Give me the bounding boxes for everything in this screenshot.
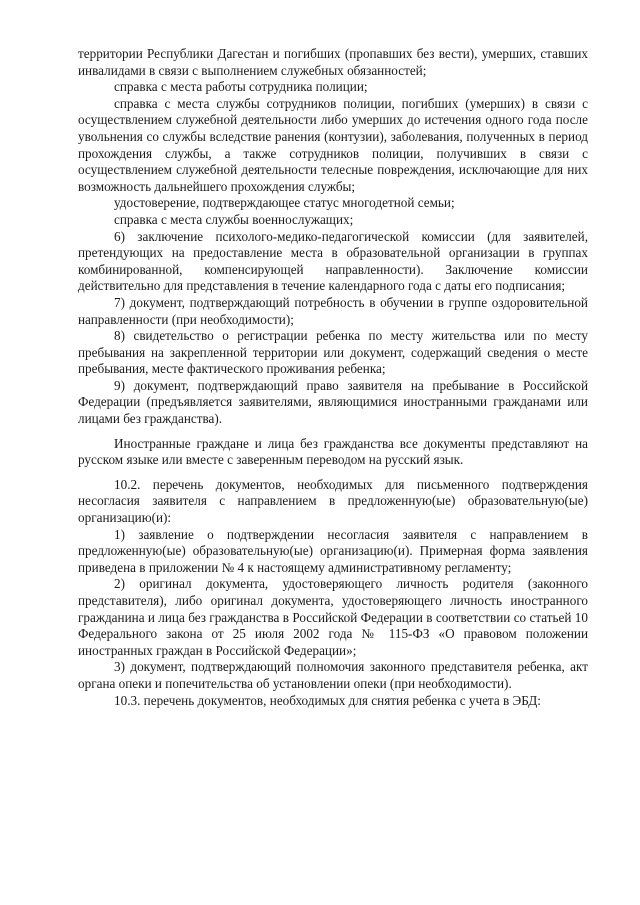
paragraph-item-7: 7) документ, подтверждающий потребность в обучении в группе оздоровительной направленности (при необходимости); <box>78 294 588 327</box>
paragraph-police-service-certificate: справка с места службы сотрудников полиции, погибших (умерших) в связи с осуществлением служебной деятельности либо умерших до истечения одного года после увольнения со службы вследствие ранения (контузии), заболевания, полученных в период прохождения службы, а также сотрудников полиции, получивших в связи с осуществлением служебной деятельности телесные повреждения, исключающие для них возможность дальнейшего прохождения службы; <box>78 95 588 194</box>
paragraph-military-certificate: справка с места службы военнослужащих; <box>114 211 354 227</box>
paragraph-section-10-3: 10.3. перечень документов, необходимых для снятия ребенка с учета в ЭБД: <box>114 692 541 708</box>
paragraph-10-2-item-2: 2) оригинал документа, удостоверяющего личность родителя (законного представителя), либо оригинал документа, удостоверяющего личность иностранного гражданина и лица без гражданства в Российской Федерации в соответствии со статьей 10 Федерального закона от 25 июля 2002 года № 115-ФЗ «О правовом положении иностранных граждан в Российской Федерации»; <box>78 576 588 658</box>
paragraph-continuation: территории Республики Дагестан и погибших (пропавших без вести), умерших, ставших инвалидами в связи с выполнением служебных обязанностей; <box>78 46 588 78</box>
paragraph-10-2-item-3: 3) документ, подтверждающий полномочия законного представителя ребенка, акт органа опеки и попечительства об установлении опеки (при необходимости). <box>78 659 588 691</box>
paragraph-police-work-certificate: справка с места работы сотрудника полиции; <box>114 79 368 95</box>
paragraph-large-family-certificate: удостоверение, подтверждающее статус многодетной семьи; <box>114 195 455 211</box>
paragraph-section-10-2: 10.2. перечень документов, необходимых для письменного подтверждения несогласия заявителя с направлением в предложенную(ые) образовательную(ые) организацию(и): <box>78 476 588 526</box>
paragraph-item-9: 9) документ, подтверждающий право заявителя на пребывание в Российской Федерации (предъявляется заявителями, являющимися иностранными гражданами или лицами без гражданства). <box>78 377 588 427</box>
paragraph-item-8: 8) свидетельство о регистрации ребенка по месту жительства или по месту пребывания на закрепленной территории или документ, содержащий сведения о месте пребывания, месте фактического проживания ребенка; <box>78 328 588 377</box>
paragraph-item-6: 6) заключение психолого-медико-педагогической комиссии (для заявителей, претендующих на предоставление места в образовательной организации в группах комбинированной, компенсирующей направленности). Заключение комиссии действительно для представления в течение календарного года с даты его подписания; <box>78 228 588 294</box>
paragraph-foreign-citizens: Иностранные граждане и лица без гражданства все документы представляют на русском языке или вместе с заверенным переводом на русский язык. <box>78 435 588 468</box>
paragraph-10-2-item-1: 1) заявление о подтверждении несогласия заявителя с направлением в предложенную(ые) образовательную(ые) организацию(и). Примерная форма заявления приведена в приложении № 4 к настоящему административному регламенту; <box>78 526 588 575</box>
